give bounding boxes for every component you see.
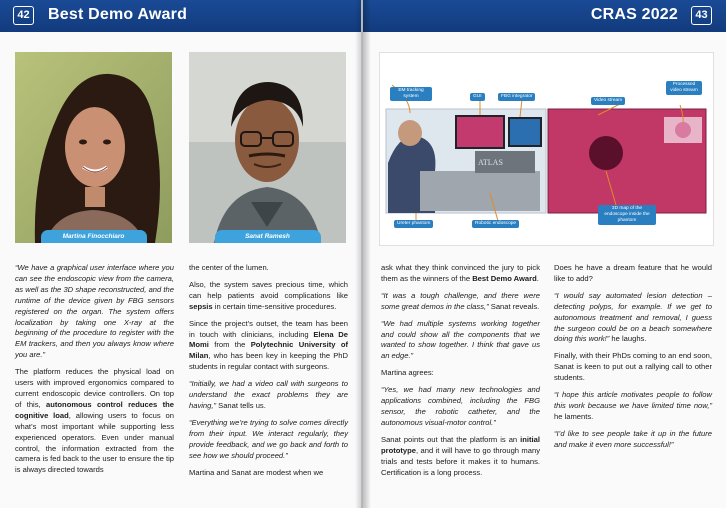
label-video-stream: Video stream bbox=[591, 97, 625, 105]
left-header-bar bbox=[0, 0, 361, 32]
page-gutter bbox=[355, 0, 371, 508]
paragraph bbox=[381, 435, 540, 479]
paragraph bbox=[15, 367, 174, 476]
text-span: , allowing users to focus on what’s most important while supporting less experienced operators. Even under manual control, the information extracted from the camera is fed back to the user to ensure the tip is always directed towards bbox=[15, 410, 174, 475]
paragraph: Martina and Sanat are modest when we bbox=[189, 467, 324, 477]
bold-text: sepsis bbox=[189, 301, 213, 311]
text-span: Sanat points out that the platform is an bbox=[381, 434, 521, 444]
photo-caption-martina: Martina Finocchiaro bbox=[41, 230, 147, 243]
right-page bbox=[363, 0, 726, 508]
text-span: he laughs. bbox=[609, 334, 647, 344]
photo-martina bbox=[15, 52, 172, 243]
page-number-left: 42 bbox=[13, 6, 34, 25]
label-robotic-endoscope: Robotic endoscope bbox=[472, 220, 519, 228]
paragraph bbox=[189, 319, 348, 374]
text-span: ask what they think convinced the jury to pick them as the winners of the bbox=[381, 263, 540, 283]
label-3d-map: 3D map of the endoscope inside the phantom bbox=[598, 205, 656, 225]
bold-text: Elena De Momi bbox=[189, 329, 349, 350]
left-column-1 bbox=[15, 263, 174, 482]
system-setup-image bbox=[380, 53, 713, 245]
paragraph: “We have a graphical user interface where you can see the endoscopic view from the camera, as well as the 3D shape reconstructed, and the runtime of the device given by FBG sensors registered on the organ. The system offers localization by taking one X-ray at the beginning of the procedure to register with the EM trackers, and then you always know where you are.” bbox=[15, 263, 174, 360]
paragraph bbox=[554, 291, 712, 346]
paragraph bbox=[381, 263, 540, 285]
paragraph: Does he have a dream feature that he would like to add? bbox=[554, 263, 712, 283]
page-number-right: 43 bbox=[691, 6, 712, 25]
section-title-left: Best Demo Award bbox=[48, 6, 188, 23]
right-column-1 bbox=[381, 263, 540, 484]
text-span: , and it will have to go through many trials and tests before it makes it to humans. Certification is a long process. bbox=[381, 445, 540, 477]
bold-text: Polytechnic University of Milan bbox=[189, 340, 348, 361]
bold-text: Best Demo Award bbox=[472, 273, 537, 283]
quote-text: “I would say automated lesion detection – detecting polyps, for example. If we get to autonomous treatment and removal, I guess the surgeon could be on a beach somewhere doing this work!” bbox=[554, 290, 712, 344]
system-figure bbox=[379, 52, 714, 246]
portrait-woman-image bbox=[15, 52, 172, 243]
text-span: . bbox=[536, 273, 539, 283]
text-span: Since the project’s outset, the team has been in touch with clinicians, including bbox=[189, 318, 348, 339]
right-column-2 bbox=[554, 263, 712, 457]
photo-caption-sanat: Sanat Ramesh bbox=[215, 230, 321, 243]
portrait-man-image bbox=[189, 52, 346, 243]
paragraph bbox=[554, 390, 712, 423]
left-column-2 bbox=[189, 263, 348, 484]
paragraph: Finally, with their PhDs coming to an end soon, Sanat is keen to put out a rallying call to other students. bbox=[554, 351, 712, 383]
label-processed-video: Processed video stream bbox=[666, 81, 702, 95]
label-em-tracking: EM tracking system bbox=[390, 87, 432, 101]
text-span: The platform reduces the physical load on users with improved ergonomics compared to current endoscopic device controllers. On top of this, bbox=[15, 367, 174, 409]
text-span: Sanat tells us. bbox=[216, 400, 266, 410]
bold-text: autonomous control reduces the cognitive load bbox=[15, 399, 174, 420]
text-span: Also, the system saves precious time, which can help patients avoid complications like bbox=[189, 279, 348, 300]
text-span: Sanat reveals. bbox=[488, 301, 540, 311]
label-gui: GUI bbox=[470, 93, 485, 101]
text-span: in certain time-sensitive procedures. bbox=[212, 301, 337, 311]
text-span: , who has been key in keeping the PhD students in regular contact with surgeons. bbox=[189, 351, 348, 372]
label-ureter-phantom: Ureter phantom bbox=[394, 220, 433, 228]
section-title-right: CRAS 2022 bbox=[590, 6, 678, 23]
paragraph bbox=[189, 280, 348, 313]
text-span: he laments. bbox=[554, 411, 594, 421]
quote-text: “It was a tough challenge, and there were some great demos in the class,” bbox=[381, 290, 540, 311]
paragraph: Martina agrees: bbox=[381, 368, 434, 378]
paragraph bbox=[189, 379, 348, 412]
paragraph: “Everything we’re trying to solve comes directly from their input. We interact regularly, they provide feedback, and we go back and forth to see how we should proceed.” bbox=[189, 417, 348, 460]
bold-text: initial prototype bbox=[381, 434, 540, 455]
quote-text: “I hope this article motivates people to follow this work because we have limited time now,” bbox=[554, 390, 712, 410]
right-header-bar bbox=[363, 0, 726, 32]
paragraph: the center of the lumen. bbox=[189, 263, 269, 272]
paragraph: “Yes, we had many new technologies and applications combined, including the FBG sensor, the robotic catheter, and the autonomous visual-motor control.” bbox=[381, 385, 540, 427]
left-page bbox=[0, 0, 361, 508]
label-fbg-integrator: FBG integrator bbox=[498, 93, 535, 101]
paragraph bbox=[381, 291, 540, 313]
paragraph: “I’d like to see people take it up in the future and make it even more successful!” bbox=[554, 428, 712, 449]
quote-text: “Initially, we had a video call with surgeons to understand the exact problems they are having,” bbox=[189, 379, 348, 410]
text-span: from the bbox=[208, 340, 251, 350]
svg-text:ATLAS: ATLAS bbox=[478, 158, 503, 167]
photo-sanat bbox=[189, 52, 346, 243]
paragraph: “We had multiple systems working together and could show all the components that we wanted to show together. I think that gave us an edge.” bbox=[381, 318, 540, 361]
